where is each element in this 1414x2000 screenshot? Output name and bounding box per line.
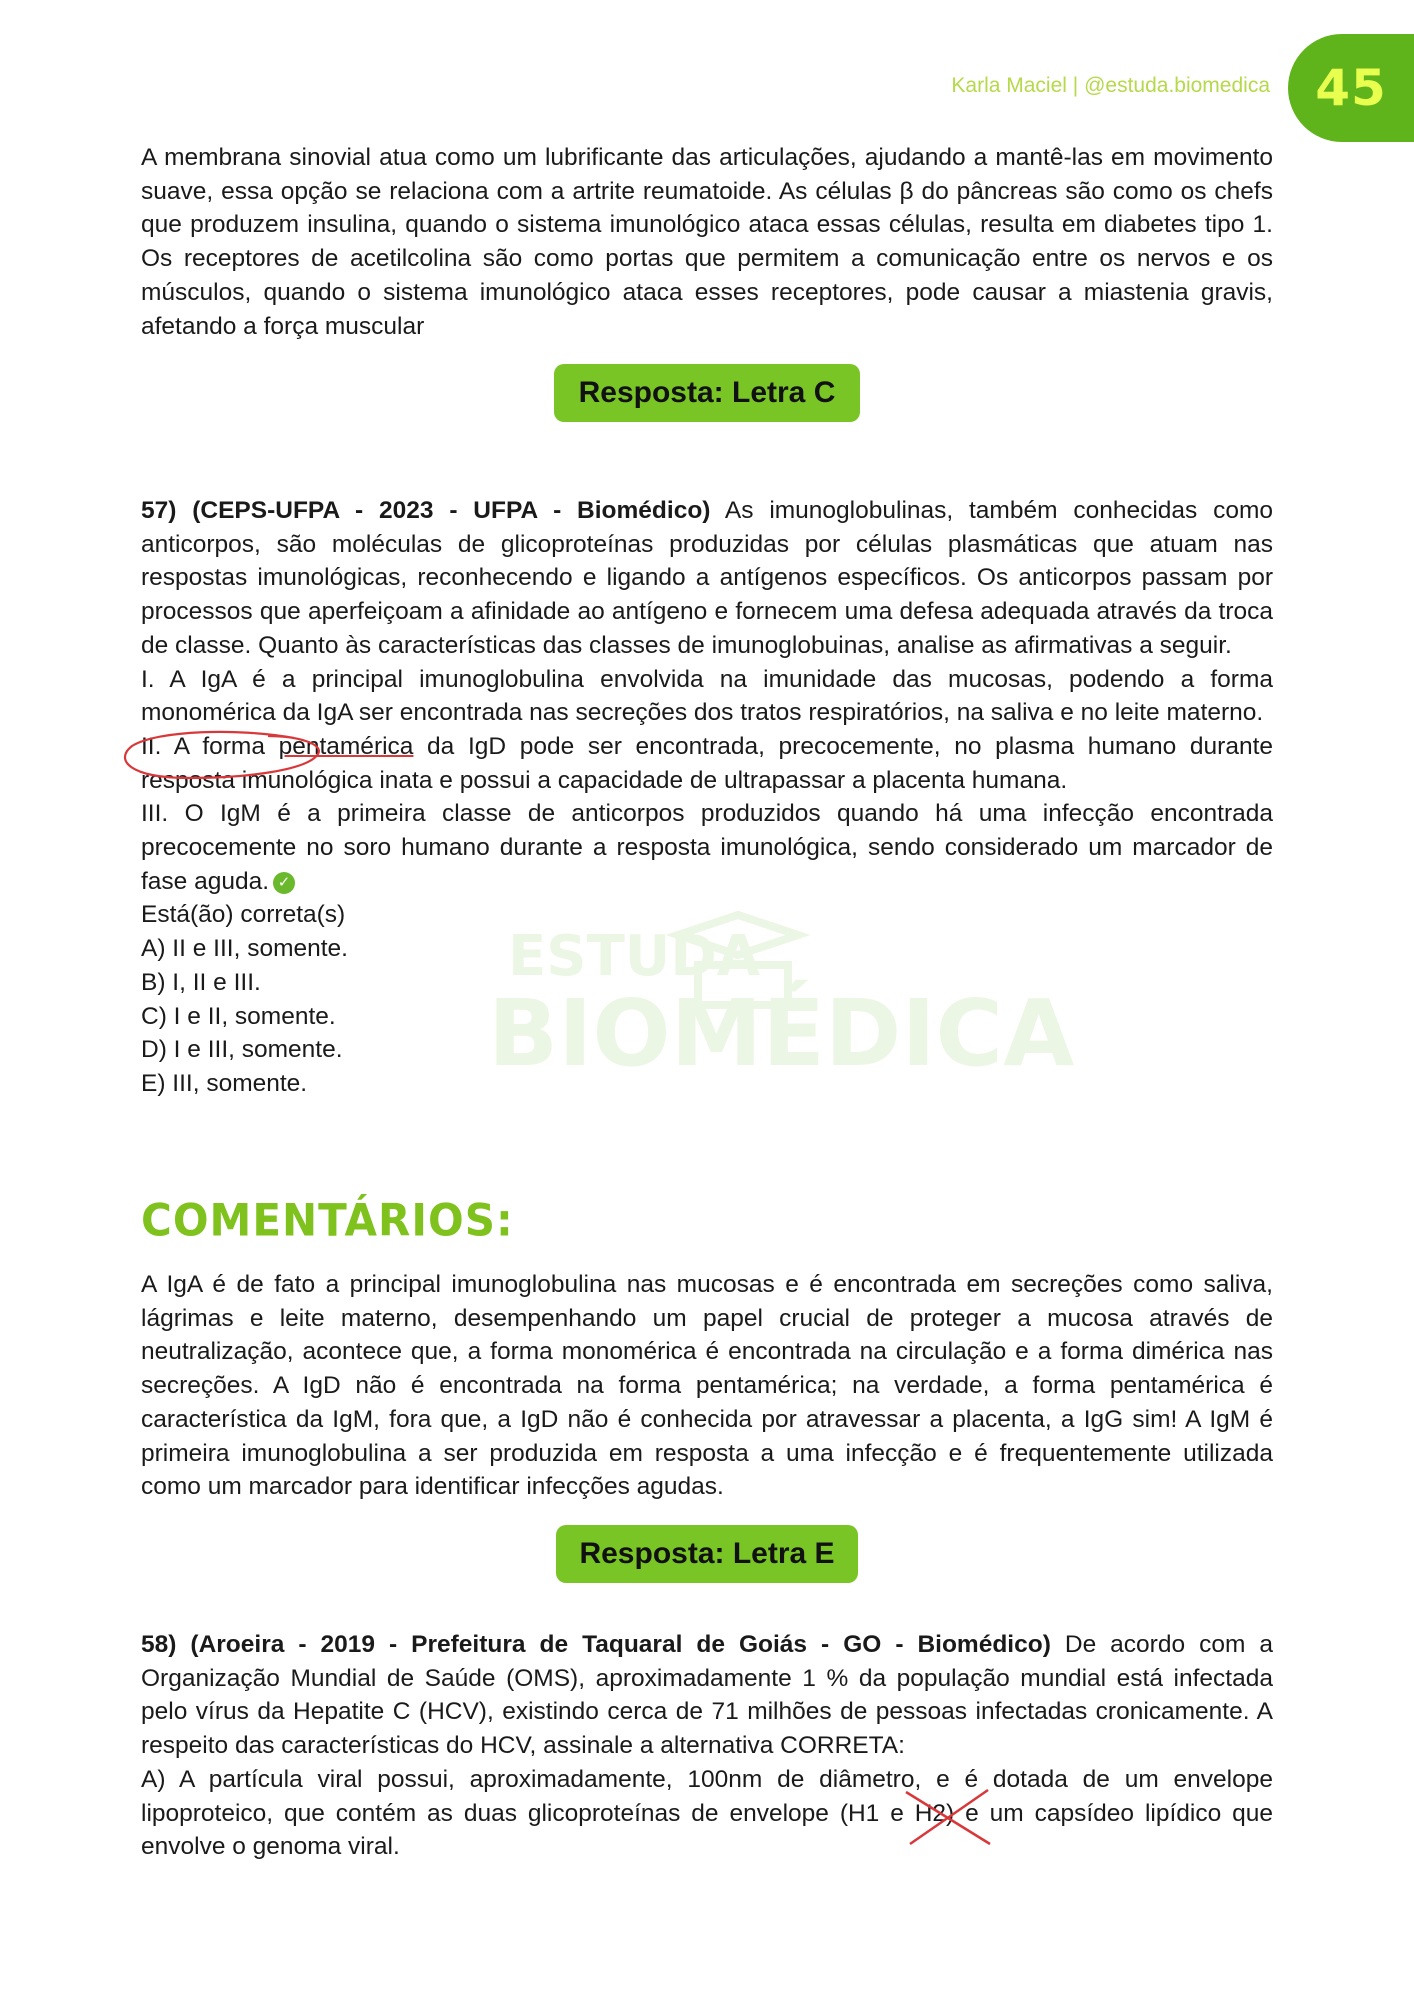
q57-item-1 <box>141 663 1273 730</box>
q57-item-1-part-a: I. A IgA é a principal imunoglobulina envolvida na imunidade das mucosas, podendo a forma <box>141 665 1273 693</box>
comments-paragraph: A IgA é de fato a principal imunoglobulina nas mucosas e é encontrada em secreções como saliva, lágrimas e leite materno, desempenhando um papel crucial de proteger a mucosa através de neutralização, acontece que, a forma monomérica é encontrada na circulação e a forma dimérica nas secreções. A IgD não é encontrada na forma pentamérica; na verdade, a forma pentamérica é característica da IgM, fora que, a IgD não é conhecida por atravessar a placenta, a IgG sim! A IgM é primeira imunoglobulina a ser produzida em resposta a uma infecção e é frequentemente utilizada como um marcador para identificar infecções agudas. <box>141 1271 1273 1501</box>
answer-badge-c <box>554 364 860 422</box>
q57-item-2-part-c: da IgD pode ser encontrada, precocemente, no plasma humano durante resposta imunológica inata e possui a capacidade de ultrapassar a placenta humana. <box>141 732 1274 794</box>
page-number-tab <box>1288 34 1414 142</box>
q58-option-a: A) A partícula viral possui, aproximadamente, 100nm de diâmetro, e é dotada de um envelope lipoproteico, que contém as duas glicoproteínas de envelope (H1 e H2) e um capsídeo lipídico que envolve o genoma viral. <box>141 1765 1273 1861</box>
watermark-line1: ESTUDA <box>508 924 761 989</box>
q57-heading: 57) (CEPS-UFPA - 2023 - UFPA - Biomédico) <box>141 497 711 524</box>
answer-badge-e-label: Resposta: Letra E <box>579 1537 835 1570</box>
answer-badge-c-label: Resposta: Letra C <box>578 376 836 409</box>
q57-item-3 <box>141 797 1273 898</box>
q57-item-2-part-a: II. A forma <box>141 732 279 760</box>
q58-heading: 58) (Aroeira - 2019 - Prefeitura de Taquaral de Goiás - GO - Biomédico) <box>141 1631 1051 1658</box>
comments-title: COMENTÁRIOS: <box>141 1194 514 1247</box>
q57-item-1-part-c: da IgA ser encontrada nas secreções dos tratos respiratórios, na saliva e no leite materno. <box>275 699 1264 727</box>
q57-item-3-text: III. O IgM é a primeira classe de anticorpos produzidos quando há uma infecção encontrada precocemente no soro humano durante a resposta imunológica, sendo considerado um marcador de fase aguda. <box>141 800 1273 895</box>
q57-item-2-highlight: pentamérica <box>278 732 414 760</box>
check-icon: ✓ <box>273 872 295 894</box>
q57-prompt: Está(ão) correta(s) <box>141 901 346 929</box>
q57-option-e: E) III, somente. <box>141 1069 308 1097</box>
watermark-line2: BIOMÉDICA <box>488 980 1075 1087</box>
q57-option-c: C) I e II, somente. <box>141 1002 336 1030</box>
q57-option-a: A) II e III, somente. <box>141 935 348 963</box>
page-number: 45 <box>1315 59 1387 117</box>
q57-item-1-highlight: monomérica <box>141 699 276 727</box>
q58-statement <box>141 1628 1273 1763</box>
header-author: Karla Maciel | @estuda.biomedica <box>951 74 1270 97</box>
q57-statement <box>141 494 1273 663</box>
q58-statement-text: De acordo com a Organização Mundial de Saúde (OMS), aproximadamente 1 % da população mundial está infectada pelo vírus da Hepatite C (HCV), existindo cerca de 71 milhões de pessoas infectadas cronicamente. A respeito das características do HCV, assinale a alternativa CORRETA: <box>141 1631 1273 1760</box>
q57-option-d: D) I e III, somente. <box>141 1036 343 1064</box>
answer-badge-e <box>556 1525 858 1583</box>
q57-option-b: B) I, II e III. <box>141 968 261 996</box>
intro-paragraph: A membrana sinovial atua como um lubrificante das articulações, ajudando a mantê-las em movimento suave, essa opção se relaciona com a artrite reumatoide. As células β do pâncreas são como os chefs que produzem insulina, quando o sistema imunológico ataca essas células, resulta em diabetes tipo 1. Os receptores de acetilcolina são como portas que permitem a comunicação entre os nervos e os músculos, quando o sistema imunológico ataca esses receptores, pode causar a miastenia gravis, afetando a força muscular <box>141 144 1273 340</box>
q57-statement-text: As imunoglobulinas, também conhecidas como anticorpos, são moléculas de glicoproteínas produzidas por células plasmáticas que atuam nas respostas imunológicas, reconhecendo e ligando a antígenos específicos. Os anticorpos passam por processos que aperfeiçoam a afinidade ao antígeno e fornecem uma defesa adequada através da troca de classe. Quanto às características das classes de imunoglobuinas, analise as afirmativas a seguir. <box>141 497 1273 659</box>
q57-item-2 <box>141 730 1273 797</box>
